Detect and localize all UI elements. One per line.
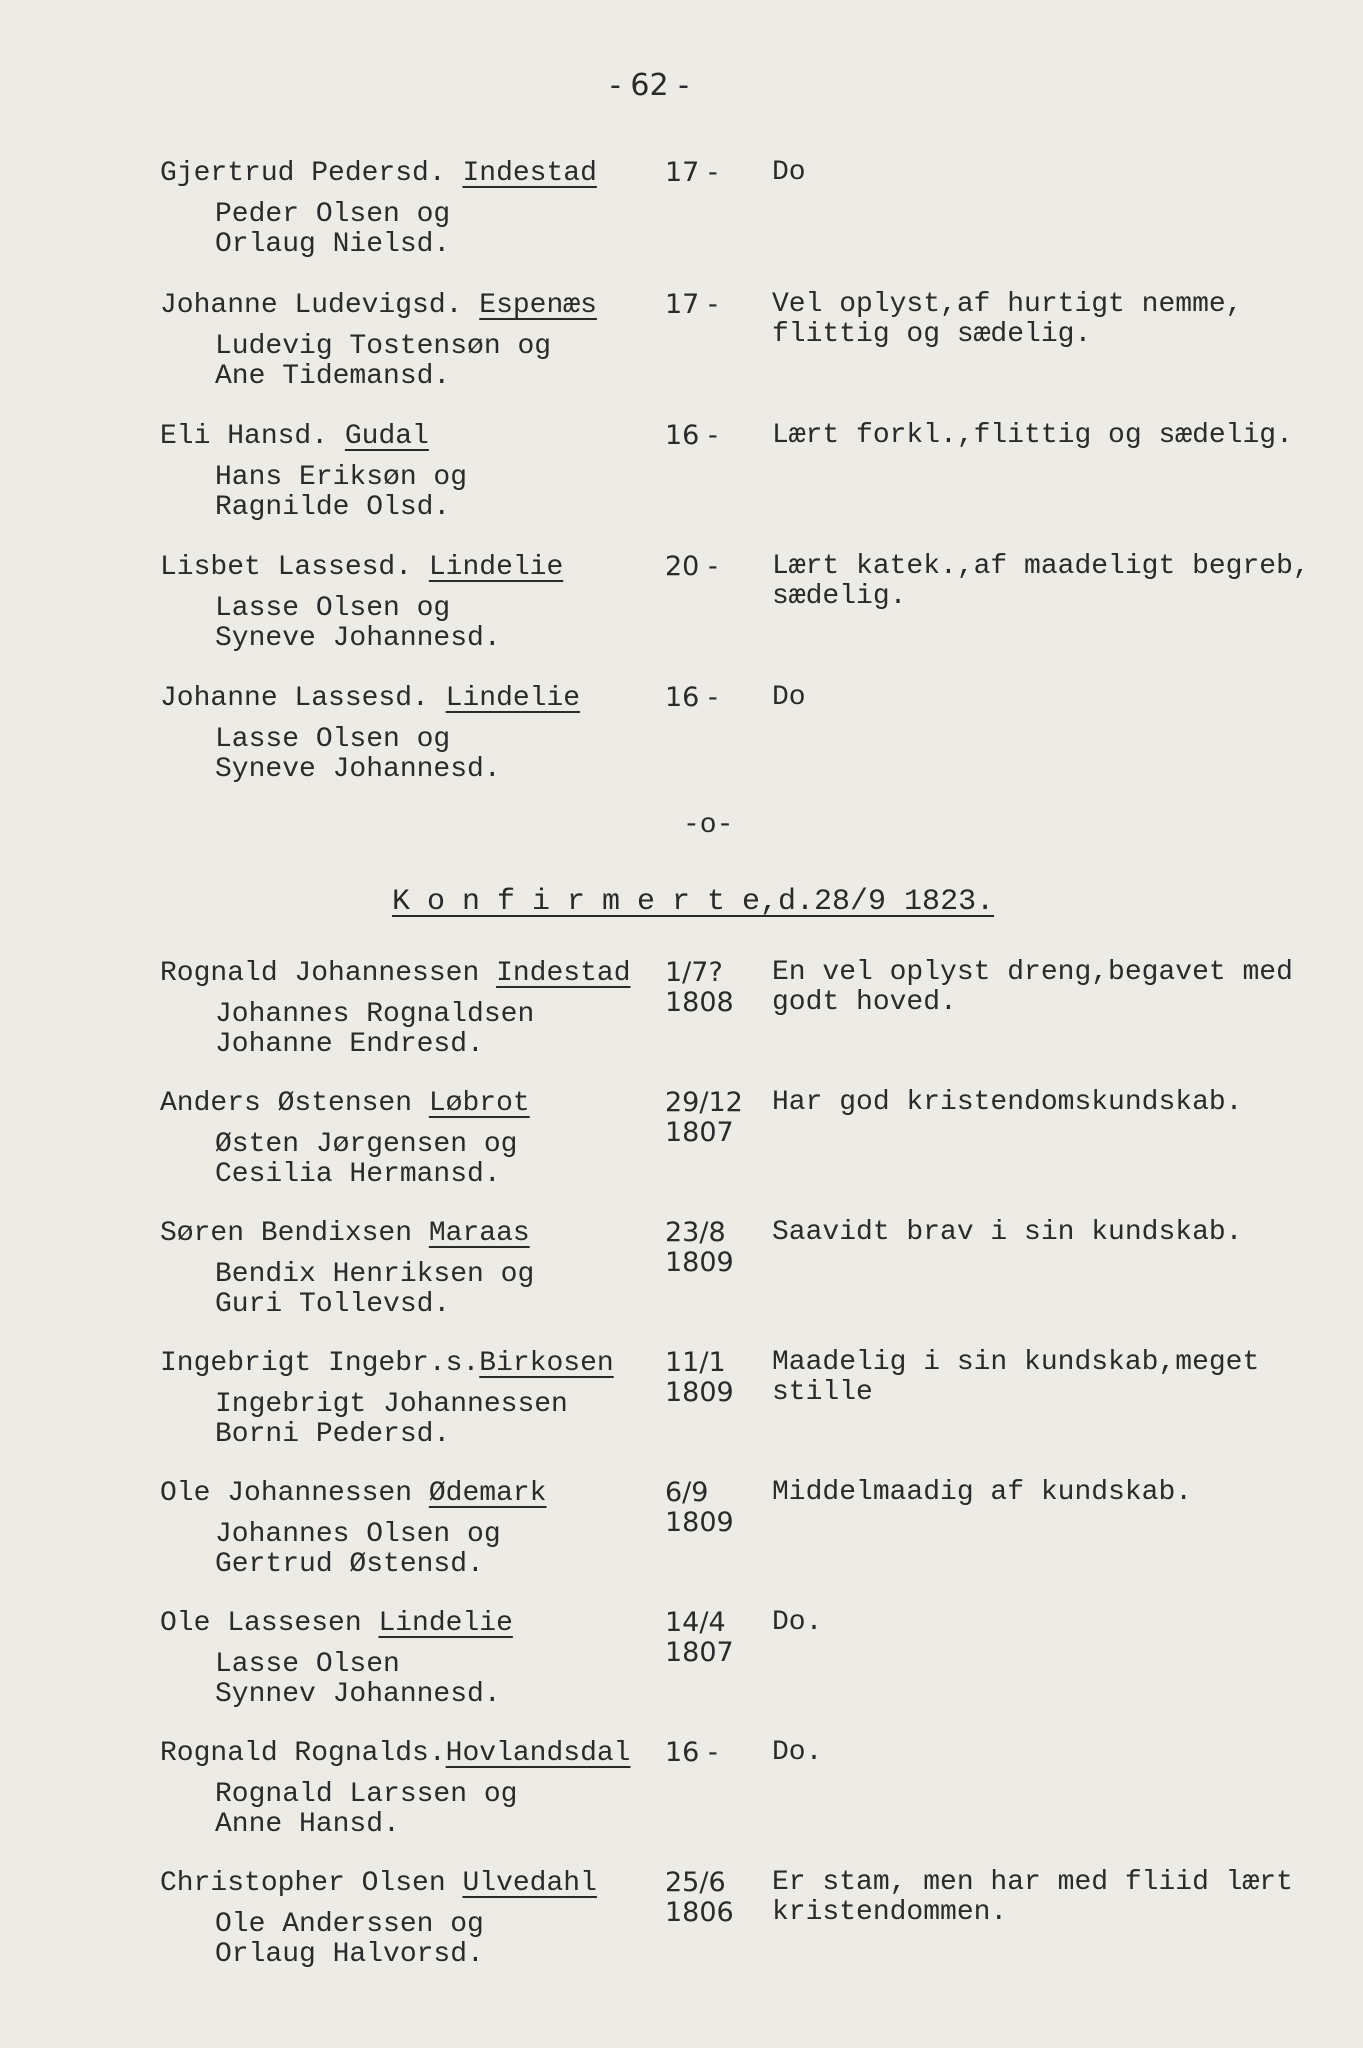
age-line: 29/12: [665, 1087, 743, 1118]
record-entry: [160, 1868, 1360, 2008]
remark-line: Er stam, men har med fliid lært: [772, 1867, 1293, 1898]
record-name-line: [160, 683, 580, 714]
age-or-birthdate: [665, 552, 718, 582]
remark-line: Har god kristendomskundskab.: [772, 1087, 1243, 1118]
age-or-birthdate: [665, 1348, 734, 1408]
parent-line: Ingebrigt Johannessen: [215, 1389, 568, 1420]
age-or-birthdate: [665, 1478, 734, 1538]
age-line: 25/6: [665, 1867, 726, 1898]
farm-name: Birkosen: [479, 1348, 614, 1379]
age-or-birthdate: [665, 1868, 734, 1928]
farm-name: Lindelie: [445, 683, 581, 714]
parent-line: Guri Tollevsd.: [215, 1289, 451, 1320]
remark-block: [772, 552, 1363, 612]
remark-line: Do: [772, 682, 806, 713]
record-name-line: [160, 421, 429, 452]
parent-line: Anne Hansd.: [215, 1809, 400, 1840]
remark-block: [772, 158, 1363, 188]
parents-block: [215, 1910, 484, 1970]
record-entry: [160, 1478, 1360, 1618]
parents-block: [215, 1650, 501, 1710]
farm-name: Espenæs: [479, 290, 597, 321]
age-line: 16 -: [665, 682, 718, 713]
age-line: 1807: [665, 1637, 734, 1668]
parents-block: [215, 725, 501, 785]
heading-spaced-text: Konfirmert: [392, 885, 743, 919]
remark-line: stille: [772, 1377, 873, 1408]
person-name: Johanne Lassesd.: [160, 683, 429, 714]
parent-line: Syneve Johannesd.: [215, 754, 501, 785]
farm-name: Lindelie: [428, 552, 564, 583]
record-name-line: [160, 552, 563, 583]
age-or-birthdate: [665, 1088, 743, 1148]
person-name: Lisbet Lassesd.: [160, 552, 413, 583]
remark-line: Do: [772, 157, 806, 188]
remark-line: Saavidt brav i sin kundskab.: [772, 1217, 1243, 1248]
remark-block: [772, 290, 1363, 350]
parent-line: Lasse Olsen: [215, 1649, 400, 1680]
remark-line: Vel oplyst,af hurtigt nemme,: [772, 289, 1243, 320]
person-name: Rognald Johannessen: [160, 958, 480, 989]
remark-block: [772, 1348, 1363, 1408]
record-entry: [160, 958, 1360, 1098]
age-line: 14/4: [665, 1607, 726, 1638]
record-name-line: [160, 158, 597, 189]
farm-name: Indestad: [462, 158, 597, 189]
age-line: 11/1: [665, 1347, 726, 1378]
farm-name: Ulvedahl: [462, 1868, 597, 1899]
person-name: Johanne Ludevigsd.: [160, 290, 463, 321]
age-line: 1/7?: [665, 957, 723, 988]
remark-block: [772, 1608, 1363, 1638]
farm-name: Gudal: [344, 421, 429, 452]
parent-line: Hans Eriksøn og: [215, 462, 468, 493]
age-line: 1808: [665, 987, 734, 1018]
farm-name: Maraas: [428, 1218, 530, 1249]
age-or-birthdate: [665, 158, 718, 188]
person-name: Anders Østensen: [160, 1088, 413, 1119]
parents-block: [215, 1390, 568, 1450]
record-entry: [160, 1218, 1360, 1358]
remark-line: Middelmaadig af kundskab.: [772, 1477, 1193, 1508]
farm-name: Ødemark: [428, 1478, 547, 1509]
record-name-line: [160, 1348, 614, 1379]
remark-line: godt hoved.: [772, 987, 957, 1018]
remark-block: [772, 683, 1363, 713]
record-name-line: [160, 1738, 631, 1769]
farm-name: Indestad: [496, 958, 631, 989]
parent-line: Orlaug Nielsd.: [215, 229, 451, 260]
section-separator: -o-: [683, 810, 734, 841]
parent-line: Orlaug Halvorsd.: [215, 1939, 484, 1970]
age-line: 16 -: [665, 420, 718, 451]
remark-block: [772, 1218, 1363, 1248]
remark-line: sædelig.: [772, 581, 907, 612]
record-name-line: [160, 1868, 597, 1899]
parents-block: [215, 1000, 534, 1060]
parent-line: Rognald Larssen og: [215, 1779, 518, 1810]
age-or-birthdate: [665, 958, 734, 1018]
person-name: Eli Hansd.: [160, 421, 329, 452]
record-entry: [160, 1088, 1360, 1228]
remark-line: Maadelig i sin kundskab,meget: [772, 1347, 1260, 1378]
age-line: 17 -: [665, 157, 718, 188]
record-name-line: [160, 958, 631, 989]
parent-line: Østen Jørgensen og: [215, 1129, 518, 1160]
farm-name: Lindelie: [378, 1608, 513, 1639]
record-entry: [160, 290, 1360, 430]
parent-line: Johannes Olsen og: [215, 1519, 501, 1550]
record-entry: [160, 552, 1360, 692]
age-line: 1807: [665, 1117, 734, 1148]
confirmation-heading: [392, 885, 994, 919]
remark-line: En vel oplyst dreng,begavet med: [772, 957, 1293, 988]
remark-block: [772, 1868, 1363, 1928]
parent-line: Gertrud Østensd.: [215, 1549, 484, 1580]
parent-line: Bendix Henriksen og: [215, 1259, 535, 1290]
parents-block: [215, 463, 467, 523]
parents-block: [215, 1260, 534, 1320]
age-line: 16 -: [665, 1737, 718, 1768]
record-name-line: [160, 1088, 530, 1119]
age-line: 1809: [665, 1507, 734, 1538]
age-line: 1809: [665, 1247, 734, 1278]
age-line: 6/9: [665, 1477, 709, 1508]
age-or-birthdate: [665, 290, 718, 320]
page-number: - 62 -: [610, 68, 689, 103]
parent-line: Lasse Olsen og: [215, 593, 451, 624]
record-name-line: [160, 1478, 546, 1509]
remark-line: flittig og sædelig.: [772, 319, 1092, 350]
remark-block: [772, 421, 1363, 451]
age-or-birthdate: [665, 1738, 718, 1768]
parents-block: [215, 1130, 517, 1190]
parent-line: Ole Anderssen og: [215, 1909, 484, 1940]
parent-line: Ane Tidemansd.: [215, 361, 451, 392]
parents-block: [215, 1780, 517, 1840]
person-name: Gjertrud Pedersd.: [160, 158, 446, 189]
parent-line: Johannes Rognaldsen: [215, 999, 535, 1030]
age-or-birthdate: [665, 683, 718, 713]
age-or-birthdate: [665, 1608, 734, 1668]
person-name: Christopher Olsen: [160, 1868, 446, 1899]
parent-line: Synnev Johannesd.: [215, 1679, 501, 1710]
record-entry: [160, 1348, 1360, 1488]
age-line: 20 -: [665, 551, 718, 582]
parent-line: Peder Olsen og: [215, 199, 451, 230]
record-entry: [160, 1738, 1360, 1878]
record-name-line: [160, 1608, 513, 1639]
parent-line: Syneve Johannesd.: [215, 623, 501, 654]
parent-line: Ragnilde Olsd.: [215, 492, 451, 523]
remark-line: Lært katek.,af maadeligt begreb,: [772, 551, 1310, 582]
remark-block: [772, 1088, 1363, 1118]
record-name-line: [160, 1218, 530, 1249]
heading-date-text: e,d.28/9 1823.: [742, 885, 995, 919]
age-or-birthdate: [665, 421, 718, 451]
parent-line: Ludevig Tostensøn og: [215, 331, 552, 362]
remark-block: [772, 1478, 1363, 1508]
parent-line: Johanne Endresd.: [215, 1029, 484, 1060]
person-name: Ole Lassesen: [160, 1608, 362, 1639]
remark-line: Do.: [772, 1737, 823, 1768]
farm-name: Hovlandsdal: [445, 1738, 631, 1769]
parents-block: [215, 200, 450, 260]
person-name: Søren Bendixsen: [160, 1218, 413, 1249]
age-line: 1809: [665, 1377, 734, 1408]
record-entry: [160, 683, 1360, 823]
remark-line: kristendommen.: [772, 1897, 1008, 1928]
remark-line: Lært forkl.,flittig og sædelig.: [772, 420, 1293, 451]
person-name: Ole Johannessen: [160, 1478, 413, 1509]
person-name: Rognald Rognalds.: [160, 1738, 446, 1769]
age-line: 23/8: [665, 1217, 726, 1248]
parent-line: Borni Pedersd.: [215, 1419, 451, 1450]
record-entry: [160, 421, 1360, 561]
parent-line: Cesilia Hermansd.: [215, 1159, 501, 1190]
farm-name: Løbrot: [428, 1088, 530, 1119]
person-name: Ingebrigt Ingebr.s.: [160, 1348, 480, 1379]
remark-block: [772, 958, 1363, 1018]
record-name-line: [160, 290, 597, 321]
age-line: 17 -: [665, 289, 718, 320]
record-entry: [160, 1608, 1360, 1748]
remark-block: [772, 1738, 1363, 1768]
parents-block: [215, 332, 551, 392]
remark-line: Do.: [772, 1607, 823, 1638]
age-line: 1806: [665, 1897, 734, 1928]
record-entry: [160, 158, 1360, 298]
parents-block: [215, 1520, 501, 1580]
parents-block: [215, 594, 501, 654]
age-or-birthdate: [665, 1218, 734, 1278]
parent-line: Lasse Olsen og: [215, 724, 451, 755]
